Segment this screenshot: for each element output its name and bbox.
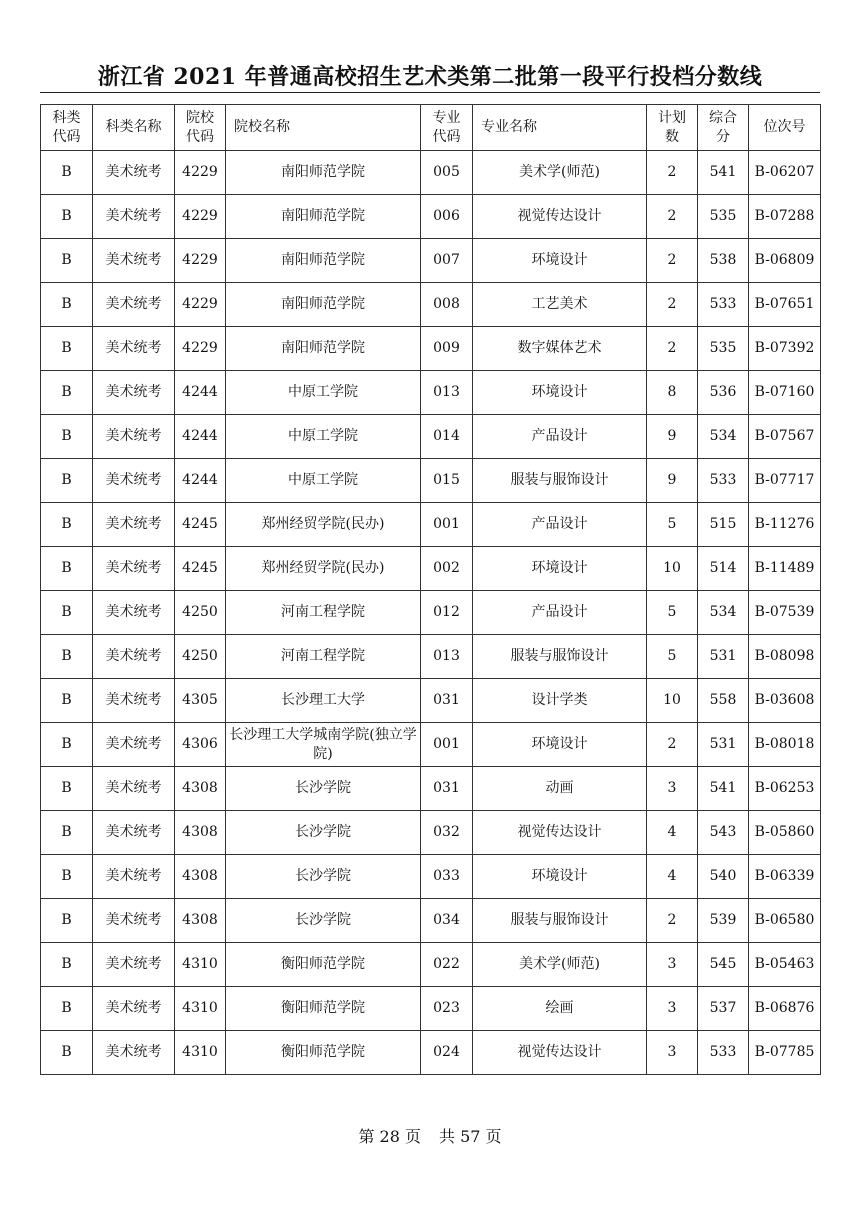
table-row (41, 635, 821, 679)
cell-subject-code: B (41, 459, 93, 503)
cell-school-code: 4244 (175, 459, 226, 503)
cell-major-code: 032 (421, 811, 473, 855)
cell-subject-name: 美术统考 (93, 635, 175, 679)
cell-rank: B-06809 (749, 239, 821, 283)
table-row (41, 987, 821, 1031)
title-rule (40, 92, 820, 93)
cell-major-code: 033 (421, 855, 473, 899)
cell-rank: B-11276 (749, 503, 821, 547)
cell-school-code: 4250 (175, 635, 226, 679)
cell-subject-name: 美术统考 (93, 503, 175, 547)
cell-major-code: 013 (421, 635, 473, 679)
cell-major-name: 环境设计 (473, 547, 647, 591)
cell-school-name: 河南工程学院 (226, 635, 421, 679)
cell-school-name: 南阳师范学院 (226, 195, 421, 239)
cell-major-name: 视觉传达设计 (473, 811, 647, 855)
cell-rank: B-06253 (749, 767, 821, 811)
cell-rank: B-07651 (749, 283, 821, 327)
cell-school-name: 河南工程学院 (226, 591, 421, 635)
cell-subject-name: 美术统考 (93, 151, 175, 195)
table-row (41, 239, 821, 283)
cell-school-name: 南阳师范学院 (226, 327, 421, 371)
cell-subject-code: B (41, 1031, 93, 1075)
cell-major-code: 014 (421, 415, 473, 459)
cell-school-code: 4250 (175, 591, 226, 635)
cell-major-code: 013 (421, 371, 473, 415)
page-number: 第 28 页 (358, 1127, 421, 1146)
cell-school-code: 4244 (175, 371, 226, 415)
cell-school-code: 4308 (175, 899, 226, 943)
cell-subject-name: 美术统考 (93, 987, 175, 1031)
cell-rank: B-08018 (749, 723, 821, 767)
cell-subject-name: 美术统考 (93, 811, 175, 855)
cell-subject-name: 美术统考 (93, 415, 175, 459)
cell-subject-code: B (41, 811, 93, 855)
cell-school-code: 4229 (175, 327, 226, 371)
table-row (41, 547, 821, 591)
cell-school-name: 南阳师范学院 (226, 151, 421, 195)
cell-school-name: 衡阳师范学院 (226, 1031, 421, 1075)
cell-major-name: 动画 (473, 767, 647, 811)
cell-rank: B-07785 (749, 1031, 821, 1075)
cell-school-code: 4306 (175, 723, 226, 767)
page-title: 浙江省 2021 年普通高校招生艺术类第二批第一段平行投档分数线 (97, 64, 763, 90)
cell-rank: B-07717 (749, 459, 821, 503)
cell-total-score: 537 (698, 987, 749, 1031)
admission-score-table (40, 104, 821, 1075)
cell-rank: B-07567 (749, 415, 821, 459)
cell-school-code: 4245 (175, 547, 226, 591)
cell-plan-count: 9 (647, 415, 698, 459)
cell-major-code: 022 (421, 943, 473, 987)
cell-rank: B-08098 (749, 635, 821, 679)
cell-plan-count: 2 (647, 899, 698, 943)
cell-subject-code: B (41, 283, 93, 327)
cell-rank: B-06339 (749, 855, 821, 899)
cell-rank: B-11489 (749, 547, 821, 591)
cell-school-name: 长沙学院 (226, 855, 421, 899)
cell-school-code: 4308 (175, 767, 226, 811)
cell-total-score: 541 (698, 767, 749, 811)
table-row (41, 899, 821, 943)
cell-total-score: 538 (698, 239, 749, 283)
col-header-school-code: 院校 代码 (175, 105, 226, 151)
cell-school-code: 4245 (175, 503, 226, 547)
cell-major-name: 产品设计 (473, 591, 647, 635)
col-header-school-name: 院校名称 (226, 105, 421, 151)
cell-plan-count: 3 (647, 943, 698, 987)
cell-school-name: 中原工学院 (226, 371, 421, 415)
cell-plan-count: 9 (647, 459, 698, 503)
table-row (41, 371, 821, 415)
cell-subject-name: 美术统考 (93, 327, 175, 371)
cell-plan-count: 4 (647, 855, 698, 899)
table-row (41, 591, 821, 635)
cell-subject-code: B (41, 987, 93, 1031)
table-row (41, 503, 821, 547)
cell-major-name: 环境设计 (473, 371, 647, 415)
cell-school-code: 4310 (175, 943, 226, 987)
cell-major-name: 美术学(师范) (473, 151, 647, 195)
cell-plan-count: 10 (647, 547, 698, 591)
cell-major-name: 绘画 (473, 987, 647, 1031)
cell-school-name: 长沙理工大学 (226, 679, 421, 723)
cell-subject-name: 美术统考 (93, 239, 175, 283)
cell-major-code: 001 (421, 503, 473, 547)
cell-subject-name: 美术统考 (93, 767, 175, 811)
cell-total-score: 533 (698, 283, 749, 327)
cell-school-name: 中原工学院 (226, 415, 421, 459)
cell-plan-count: 2 (647, 195, 698, 239)
cell-total-score: 539 (698, 899, 749, 943)
cell-plan-count: 5 (647, 503, 698, 547)
cell-subject-code: B (41, 415, 93, 459)
cell-major-code: 001 (421, 723, 473, 767)
cell-total-score: 514 (698, 547, 749, 591)
cell-plan-count: 10 (647, 679, 698, 723)
cell-plan-count: 2 (647, 239, 698, 283)
cell-subject-code: B (41, 591, 93, 635)
cell-total-score: 558 (698, 679, 749, 723)
cell-total-score: 533 (698, 1031, 749, 1075)
cell-subject-code: B (41, 239, 93, 283)
cell-subject-code: B (41, 723, 93, 767)
cell-plan-count: 5 (647, 591, 698, 635)
cell-major-code: 009 (421, 327, 473, 371)
page-footer (0, 1124, 860, 1147)
cell-school-name: 中原工学院 (226, 459, 421, 503)
cell-major-name: 产品设计 (473, 503, 647, 547)
cell-total-score: 534 (698, 415, 749, 459)
table-row (41, 811, 821, 855)
cell-subject-name: 美术统考 (93, 679, 175, 723)
table-row (41, 459, 821, 503)
cell-rank: B-05463 (749, 943, 821, 987)
cell-major-code: 024 (421, 1031, 473, 1075)
cell-plan-count: 8 (647, 371, 698, 415)
cell-subject-code: B (41, 943, 93, 987)
cell-school-name: 长沙学院 (226, 811, 421, 855)
cell-total-score: 531 (698, 635, 749, 679)
cell-rank: B-06876 (749, 987, 821, 1031)
cell-major-code: 023 (421, 987, 473, 1031)
cell-school-code: 4310 (175, 987, 226, 1031)
cell-total-score: 543 (698, 811, 749, 855)
col-header-total-score: 综合 分 (698, 105, 749, 151)
cell-total-score: 535 (698, 195, 749, 239)
cell-rank: B-07392 (749, 327, 821, 371)
cell-plan-count: 2 (647, 283, 698, 327)
cell-major-name: 美术学(师范) (473, 943, 647, 987)
cell-school-code: 4308 (175, 811, 226, 855)
cell-subject-code: B (41, 767, 93, 811)
cell-school-name: 衡阳师范学院 (226, 987, 421, 1031)
cell-total-score: 541 (698, 151, 749, 195)
cell-plan-count: 3 (647, 1031, 698, 1075)
cell-plan-count: 2 (647, 151, 698, 195)
cell-plan-count: 4 (647, 811, 698, 855)
page-total: 共 57 页 (439, 1127, 502, 1146)
cell-total-score: 540 (698, 855, 749, 899)
cell-major-code: 008 (421, 283, 473, 327)
table-row (41, 855, 821, 899)
cell-subject-code: B (41, 899, 93, 943)
cell-plan-count: 2 (647, 327, 698, 371)
cell-major-code: 005 (421, 151, 473, 195)
cell-total-score: 531 (698, 723, 749, 767)
cell-subject-code: B (41, 679, 93, 723)
cell-rank: B-07288 (749, 195, 821, 239)
cell-major-name: 服装与服饰设计 (473, 899, 647, 943)
table-row (41, 943, 821, 987)
cell-major-name: 产品设计 (473, 415, 647, 459)
cell-subject-code: B (41, 195, 93, 239)
cell-major-name: 数字媒体艺术 (473, 327, 647, 371)
cell-major-name: 服装与服饰设计 (473, 459, 647, 503)
table-row (41, 723, 821, 767)
cell-subject-name: 美术统考 (93, 195, 175, 239)
cell-school-name: 长沙学院 (226, 899, 421, 943)
cell-rank: B-06580 (749, 899, 821, 943)
cell-subject-name: 美术统考 (93, 547, 175, 591)
cell-total-score: 545 (698, 943, 749, 987)
cell-major-name: 工艺美术 (473, 283, 647, 327)
cell-major-name: 环境设计 (473, 855, 647, 899)
cell-subject-name: 美术统考 (93, 943, 175, 987)
cell-school-code: 4229 (175, 239, 226, 283)
table-row (41, 415, 821, 459)
cell-major-code: 006 (421, 195, 473, 239)
col-header-major-name: 专业名称 (473, 105, 647, 151)
col-header-plan-count: 计划 数 (647, 105, 698, 151)
cell-plan-count: 2 (647, 723, 698, 767)
cell-major-code: 015 (421, 459, 473, 503)
cell-school-code: 4308 (175, 855, 226, 899)
col-header-subject-code: 科类 代码 (41, 105, 93, 151)
cell-major-name: 设计学类 (473, 679, 647, 723)
cell-rank: B-05860 (749, 811, 821, 855)
cell-major-name: 环境设计 (473, 723, 647, 767)
cell-school-code: 4310 (175, 1031, 226, 1075)
cell-school-code: 4229 (175, 283, 226, 327)
cell-school-name: 郑州经贸学院(民办) (226, 503, 421, 547)
cell-subject-name: 美术统考 (93, 459, 175, 503)
table-row (41, 195, 821, 239)
table-body (41, 151, 821, 1075)
cell-rank: B-07160 (749, 371, 821, 415)
cell-major-code: 007 (421, 239, 473, 283)
cell-rank: B-06207 (749, 151, 821, 195)
cell-school-name: 南阳师范学院 (226, 283, 421, 327)
cell-school-code: 4244 (175, 415, 226, 459)
cell-school-name: 郑州经贸学院(民办) (226, 547, 421, 591)
col-header-rank: 位次号 (749, 105, 821, 151)
cell-school-name: 南阳师范学院 (226, 239, 421, 283)
cell-school-code: 4229 (175, 151, 226, 195)
cell-subject-code: B (41, 327, 93, 371)
cell-subject-name: 美术统考 (93, 723, 175, 767)
cell-subject-code: B (41, 503, 93, 547)
cell-plan-count: 3 (647, 767, 698, 811)
cell-subject-code: B (41, 855, 93, 899)
table-row (41, 283, 821, 327)
cell-plan-count: 3 (647, 987, 698, 1031)
cell-major-code: 002 (421, 547, 473, 591)
col-header-major-code: 专业 代码 (421, 105, 473, 151)
cell-subject-code: B (41, 371, 93, 415)
cell-rank: B-07539 (749, 591, 821, 635)
cell-major-code: 012 (421, 591, 473, 635)
table-row (41, 767, 821, 811)
cell-subject-name: 美术统考 (93, 591, 175, 635)
cell-subject-name: 美术统考 (93, 855, 175, 899)
cell-rank: B-03608 (749, 679, 821, 723)
cell-major-name: 视觉传达设计 (473, 1031, 647, 1075)
cell-major-name: 环境设计 (473, 239, 647, 283)
cell-school-name: 长沙学院 (226, 767, 421, 811)
table-row (41, 1031, 821, 1075)
cell-subject-name: 美术统考 (93, 283, 175, 327)
cell-school-code: 4305 (175, 679, 226, 723)
cell-school-code: 4229 (175, 195, 226, 239)
cell-subject-name: 美术统考 (93, 371, 175, 415)
table-row (41, 151, 821, 195)
cell-plan-count: 5 (647, 635, 698, 679)
cell-major-code: 031 (421, 679, 473, 723)
cell-major-code: 031 (421, 767, 473, 811)
cell-major-name: 视觉传达设计 (473, 195, 647, 239)
col-header-subject-name: 科类名称 (93, 105, 175, 151)
cell-total-score: 515 (698, 503, 749, 547)
cell-total-score: 533 (698, 459, 749, 503)
cell-major-code: 034 (421, 899, 473, 943)
cell-total-score: 535 (698, 327, 749, 371)
cell-school-name: 长沙理工大学城南学院(独立学院) (226, 723, 421, 767)
cell-subject-name: 美术统考 (93, 1031, 175, 1075)
cell-subject-code: B (41, 547, 93, 591)
cell-total-score: 536 (698, 371, 749, 415)
cell-total-score: 534 (698, 591, 749, 635)
table-header-row (41, 105, 821, 151)
cell-major-name: 服装与服饰设计 (473, 635, 647, 679)
cell-subject-name: 美术统考 (93, 899, 175, 943)
cell-subject-code: B (41, 635, 93, 679)
table-row (41, 679, 821, 723)
cell-subject-code: B (41, 151, 93, 195)
table-row (41, 327, 821, 371)
cell-school-name: 衡阳师范学院 (226, 943, 421, 987)
